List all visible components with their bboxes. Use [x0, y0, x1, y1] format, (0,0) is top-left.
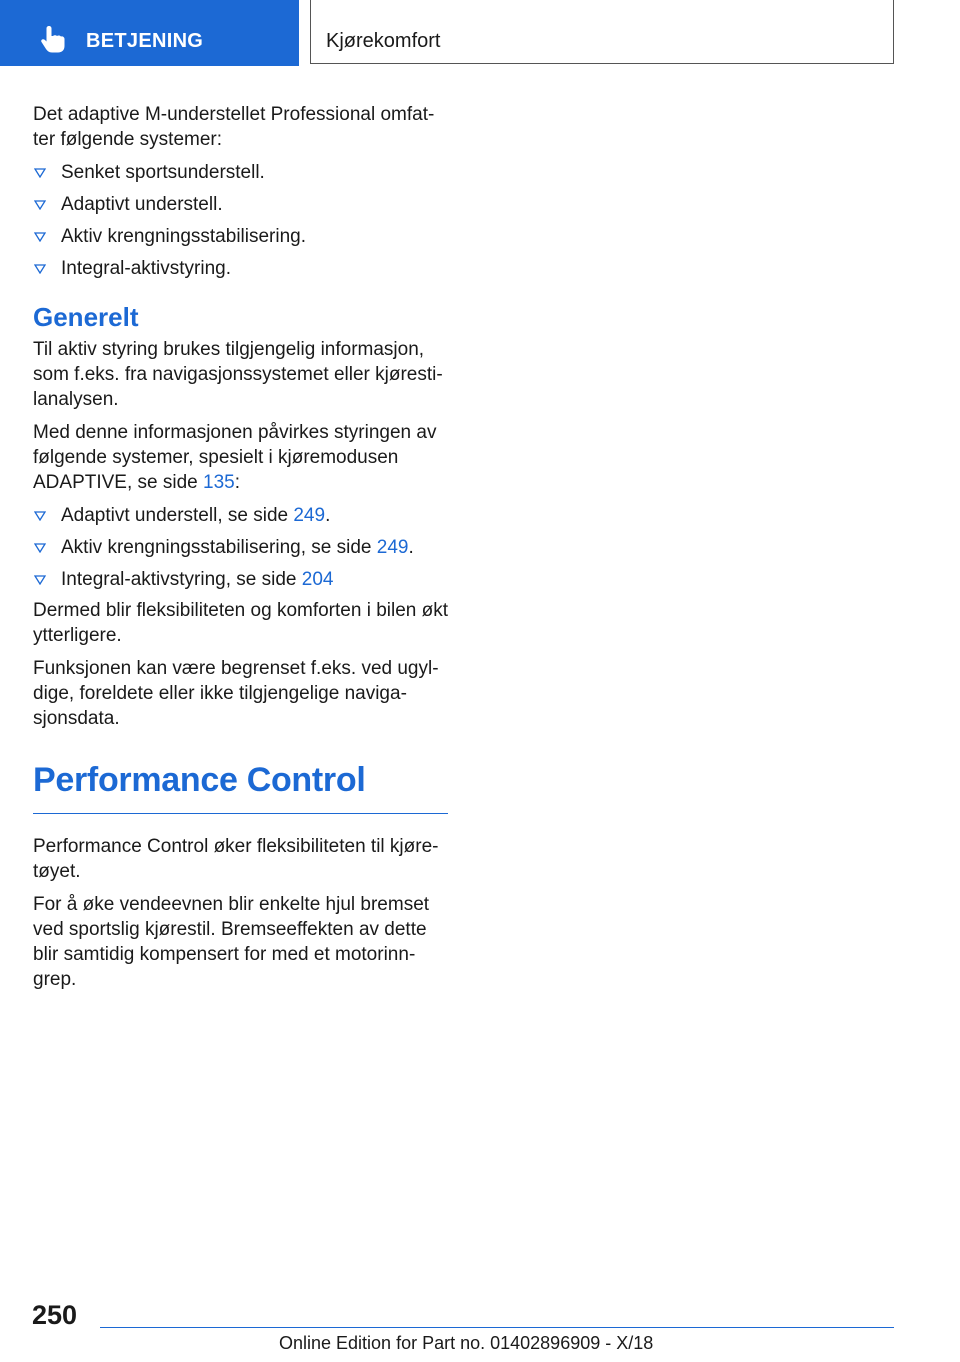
list-item-text: Adaptivt understell.: [61, 194, 223, 215]
bullet-triangle-icon: [34, 511, 46, 521]
section-label: BETJENING: [86, 30, 204, 52]
list-item: [33, 535, 448, 560]
intro-paragraph: Det adaptive M-understellet Professional omfatter følgende systemer:: [33, 104, 435, 150]
general-list: [33, 503, 448, 592]
pointing-hand-icon: [40, 25, 66, 53]
list-item-end: .: [408, 537, 414, 558]
bullet-triangle-icon: [34, 200, 46, 210]
list-item: [33, 256, 448, 281]
bullet-triangle-icon: [34, 264, 46, 274]
bullet-triangle-icon: [34, 168, 46, 178]
bullet-triangle-icon: [34, 575, 46, 585]
general-paragraph-3: Dermed blir fleksibiliteten og komforten i bilen økt ytterligere.: [33, 600, 449, 646]
general-paragraph-2: [33, 420, 448, 495]
list-item-text: Adaptivt understell, se side: [61, 505, 294, 526]
performance-paragraph-2: For å øke vendeevnen blir enkelte hjul bremset ved sportslig kjørestil. Bremseeffekten av dette blir samtidig kompensert for med et motorinngrep.: [33, 894, 430, 990]
list-item: [33, 224, 448, 249]
intro-list: [33, 160, 448, 281]
edition-info: Online Edition for Part no. 01402896909 - X/18: [279, 1333, 654, 1353]
performance-heading: Performance Control: [33, 759, 448, 814]
list-item-end: .: [325, 505, 331, 526]
footer-divider: [100, 1327, 894, 1328]
general-heading: Generelt: [33, 302, 139, 332]
chapter-tab: [310, 0, 894, 64]
list-item: [33, 567, 448, 592]
page-link[interactable]: 204: [301, 569, 334, 590]
list-item-text: Aktiv krengningsstabilisering.: [61, 226, 307, 247]
page-link[interactable]: 135: [203, 472, 235, 493]
list-item-text: Integral-aktivstyring, se side: [61, 569, 302, 590]
performance-paragraph-1: Performance Control øker fleksibiliteten til kjøretøyet.: [33, 836, 439, 882]
content-column: [33, 102, 448, 1000]
list-item-text: Senket sportsunderstell.: [61, 162, 265, 183]
page-number: 250: [32, 1300, 78, 1330]
page-link[interactable]: 249: [376, 537, 409, 558]
general-paragraph-1: Til aktiv styring brukes tilgjengelig informasjon, som f.eks. fra navigasjonssystemet eller kjørestilanalysen.: [33, 339, 443, 410]
bullet-triangle-icon: [34, 543, 46, 553]
list-item: [33, 192, 448, 217]
paragraph-end: :: [234, 472, 240, 493]
list-item: [33, 503, 448, 528]
general-paragraph-4: Funksjonen kan være begrenset f.eks. ved ugyldige, foreldete eller ikke tilgjengelige navigasjonsdata.: [33, 658, 439, 729]
section-tab: [0, 0, 299, 66]
bullet-triangle-icon: [34, 232, 46, 242]
page-link[interactable]: 249: [293, 505, 326, 526]
paragraph-text: Med denne informasjonen påvirkes styringen av følgende systemer, spesielt i kjøremodusen ADAPTIVE, se side: [33, 422, 437, 493]
list-item-text: Aktiv krengningsstabilisering, se side: [61, 537, 377, 558]
list-item: [33, 160, 448, 185]
chapter-label: Kjørekomfort: [326, 30, 441, 52]
list-item-text: Integral-aktivstyring.: [61, 258, 232, 279]
